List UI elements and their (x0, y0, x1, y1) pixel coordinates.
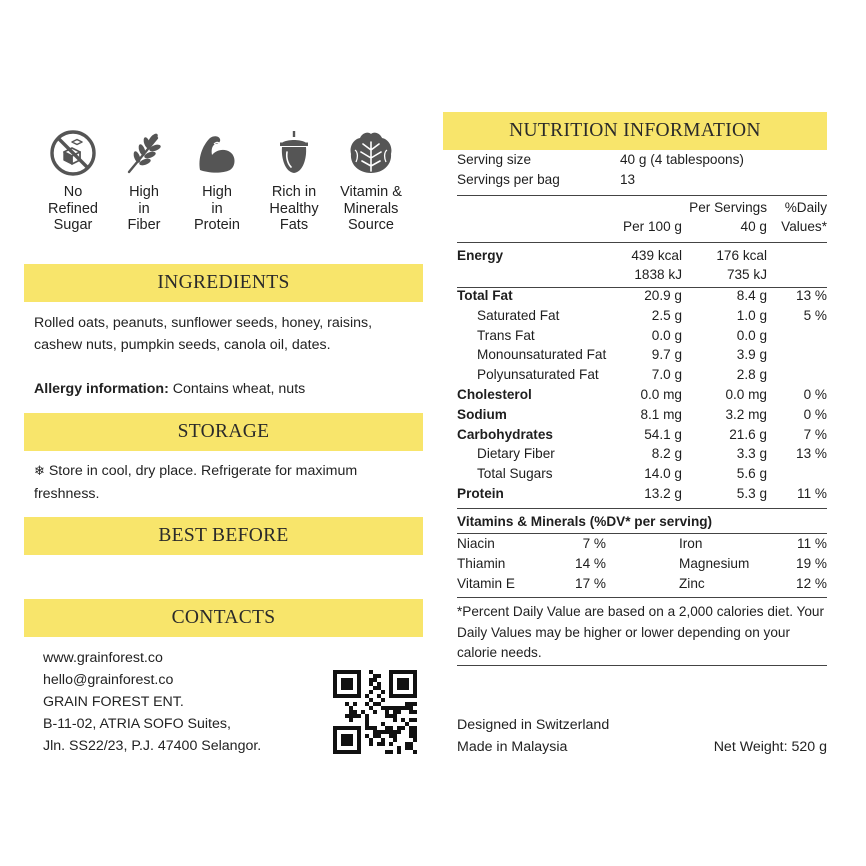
nutrient-per-serving: 3.9 g (736, 347, 767, 363)
divider (457, 508, 827, 509)
energy-row (457, 248, 827, 268)
badge-healthy-fats (255, 128, 333, 234)
contact-website[interactable]: www.grainforest.co (43, 650, 163, 666)
nutrient-per-serving: 3.2 mg (725, 406, 767, 422)
nutrient-row (457, 446, 827, 466)
nutrient-dv: 0 % (803, 406, 827, 422)
nutrient-dv: 7 % (803, 426, 827, 442)
storage-instructions: Store in cool, dry place. Refrigerate for maximum freshness. (34, 463, 358, 502)
column-header-row-1 (457, 200, 827, 220)
footnote: *Percent Daily Value are based on a 2,000 calories diet. Your Daily Values may be higher or lower depending on your calorie needs. (457, 604, 825, 660)
mineral-name: Zinc (679, 575, 705, 591)
divider (457, 195, 827, 196)
lettuce-icon (332, 128, 410, 178)
badge-high-fiber (105, 128, 183, 234)
allergy-info (34, 378, 416, 400)
divider (457, 665, 827, 666)
nutrient-row (457, 427, 827, 447)
muscle-arm-icon (178, 128, 256, 178)
nutrient-row (457, 407, 827, 427)
column-header-row-2 (457, 219, 827, 239)
nutrient-per-serving: 2.8 g (736, 367, 767, 383)
energy-kj-row (457, 267, 827, 287)
badge-label-line: Protein (194, 217, 240, 233)
nutrient-per-serving: 3.3 g (736, 446, 767, 462)
badge-label-line: Rich in (271, 184, 317, 200)
nutrient-row (457, 367, 827, 387)
badge-high-protein (178, 128, 256, 234)
badge-label (178, 184, 256, 234)
nutrient-per100: 8.2 g (651, 446, 682, 462)
badge-label-line: in (211, 200, 223, 217)
nutrient-per-serving: 8.4 g (736, 288, 767, 303)
mineral-dv: 19 % (796, 555, 827, 571)
nutrient-per100: 0.0 g (651, 327, 682, 343)
col-dv-header-2: Values* (781, 219, 827, 234)
badge-label-line: High (129, 184, 159, 200)
allergy-label: Allergy information: (34, 381, 169, 397)
storage-text (34, 460, 416, 505)
nutrient-per100: 2.5 g (651, 307, 682, 323)
mineral-name: Magnesium (679, 555, 750, 571)
nutrient-name: Dietary Fiber (477, 446, 555, 462)
nutrient-row (457, 387, 827, 407)
nutrient-row (457, 328, 827, 348)
col-servings-size: 40 g (740, 219, 767, 234)
mineral-dv: 12 % (796, 575, 827, 591)
nutrient-row (457, 486, 827, 506)
servings-per-bag-label: Servings per bag (457, 172, 560, 187)
energy-kcal-serving: 176 kcal (716, 248, 767, 263)
nutrient-name: Cholesterol (457, 387, 532, 402)
nutrient-per100: 13.2 g (644, 486, 682, 501)
energy-kj-serving: 735 kJ (726, 267, 767, 282)
nutrient-per100: 8.1 mg (640, 406, 682, 422)
badge-label-line: Sugar (53, 217, 93, 233)
col-servings-header: Per Servings (689, 200, 767, 215)
qr-code-icon[interactable] (333, 670, 417, 754)
ingredients-list: Rolled oats, peanuts, sunflower seeds, honey, raisins, cashew nuts, pumpkin seeds, canola oil, dates. (34, 315, 373, 353)
nutrient-row (457, 466, 827, 486)
ingredients-heading: INGREDIENTS (24, 264, 423, 302)
serving-size-row (457, 152, 827, 172)
energy-kj-100: 1838 kJ (634, 267, 682, 282)
nutrient-name: Polyunsaturated Fat (477, 367, 599, 383)
vitamin-row (457, 576, 827, 596)
col-dv-header: %Daily (784, 200, 827, 215)
nutrient-per100: 9.7 g (651, 347, 682, 363)
servings-per-bag-value: 13 (620, 172, 636, 187)
contact-company: GRAIN FOREST ENT. (43, 694, 184, 710)
serving-size-label: Serving size (457, 152, 532, 167)
nutrient-per100: 0.0 mg (640, 387, 682, 402)
nutrient-dv: 13 % (796, 288, 827, 303)
nutrient-name: Total Fat (457, 288, 513, 303)
contacts-block (43, 647, 323, 757)
vitamin-name: Vitamin E (457, 575, 515, 591)
nutrition-title: NUTRITION INFORMATION (443, 112, 827, 150)
serving-size-value: 40 g (4 tablespoons) (620, 152, 744, 167)
badge-label-line: in (138, 200, 150, 217)
vitamin-dv: 7 % (582, 536, 606, 551)
nutrient-row (457, 288, 827, 308)
nutrient-per-serving: 5.6 g (736, 466, 767, 482)
nutrient-name: Carbohydrates (457, 426, 553, 442)
contact-address-line2: Jln. SS22/23, P.J. 47400 Selangor. (43, 738, 262, 754)
vitamin-name: Thiamin (457, 555, 506, 571)
badge-label (332, 184, 410, 234)
nutrient-dv: 13 % (796, 446, 827, 462)
vitamin-name: Niacin (457, 536, 495, 551)
nutrient-name: Monounsaturated Fat (477, 347, 607, 363)
contact-email[interactable]: hello@grainforest.co (43, 672, 174, 688)
nutrient-dv: 11 % (797, 486, 827, 501)
badge-vitamins-minerals (332, 128, 410, 234)
mineral-name: Iron (679, 536, 703, 551)
nutrient-name: Protein (457, 486, 504, 501)
designed-in: Designed in Switzerland (457, 717, 610, 733)
ingredients-text (34, 312, 416, 356)
nutrient-per-serving: 1.0 g (736, 307, 767, 323)
no-sugar-icon (34, 128, 112, 178)
nutrient-per100: 54.1 g (644, 426, 682, 442)
badge-label-line: Fiber (127, 217, 161, 233)
badge-label-line: No (63, 184, 83, 200)
mineral-dv: 11 % (797, 536, 827, 551)
nutrient-per-serving: 5.3 g (736, 486, 767, 501)
nutrient-row (457, 308, 827, 328)
made-in: Made in Malaysia (457, 739, 568, 755)
vitamins-heading: Vitamins & Minerals (%DV* per serving) (457, 514, 713, 529)
servings-per-bag-row (457, 172, 827, 192)
wheat-icon (105, 128, 183, 178)
nutrient-name: Trans Fat (477, 327, 535, 343)
nutrient-name: Sodium (457, 406, 507, 422)
nutrient-per100: 7.0 g (651, 367, 682, 383)
nutrient-row (457, 347, 827, 367)
badge-label (105, 184, 183, 234)
contacts-heading: CONTACTS (24, 599, 423, 637)
col-per100-header: Per 100 g (623, 219, 682, 234)
divider (457, 597, 827, 598)
nutrient-dv: 0 % (803, 387, 827, 402)
badge-label-line: Refined (48, 200, 98, 217)
vitamin-row (457, 556, 827, 576)
nutrient-per-serving: 0.0 mg (725, 387, 767, 402)
nutrient-per100: 20.9 g (644, 288, 682, 303)
badge-label-line: Vitamin & (340, 184, 402, 200)
badge-no-refined-sugar (34, 128, 112, 234)
nutrient-name: Saturated Fat (477, 307, 560, 323)
badge-label-line: High (202, 184, 232, 200)
nutrient-per-serving: 0.0 g (736, 327, 767, 343)
energy-kcal-100: 439 kcal (631, 248, 682, 263)
badge-label-line: Source (348, 217, 394, 233)
badge-label-line: Minerals (343, 200, 399, 217)
badge-label-line: Fats (279, 217, 309, 233)
nutrient-name: Total Sugars (477, 466, 553, 482)
best-before-heading: BEST BEFORE (24, 517, 423, 555)
vitamin-row (457, 536, 827, 556)
allergy-text: Contains wheat, nuts (168, 381, 306, 397)
nutrient-per-serving: 21.6 g (729, 426, 767, 442)
divider (457, 533, 827, 534)
vitamins-heading-row (457, 514, 827, 534)
nutrient-dv: 5 % (803, 307, 827, 323)
badge-label (255, 184, 333, 234)
nutrient-per100: 14.0 g (644, 466, 682, 482)
vitamin-dv: 17 % (575, 575, 606, 591)
badge-label (34, 184, 112, 234)
nutrient-name: Energy (457, 248, 504, 263)
snowflake-icon: ❄ (34, 464, 45, 479)
divider (457, 242, 827, 243)
nut-icon (255, 128, 333, 178)
contact-address-line1: B-11-02, ATRIA SOFO Suites, (43, 716, 231, 732)
badge-label-line: Healthy (269, 200, 319, 217)
net-weight: Net Weight: 520 g (713, 739, 827, 755)
vitamin-dv: 14 % (575, 555, 606, 571)
storage-heading: STORAGE (24, 413, 423, 451)
